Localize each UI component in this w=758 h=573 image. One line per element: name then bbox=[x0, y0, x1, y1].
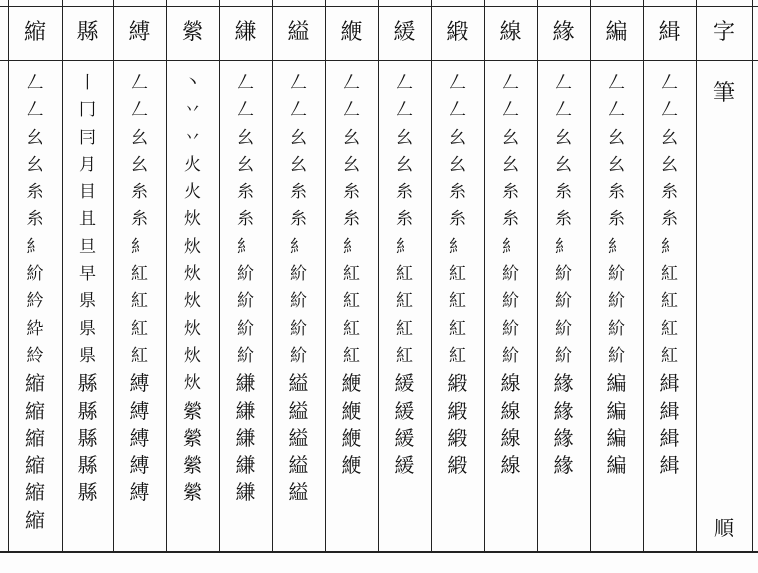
stroke-step: 糹 bbox=[396, 236, 413, 257]
stroke-step: 糸 bbox=[555, 182, 572, 203]
stroke-step: 紒 bbox=[290, 345, 307, 366]
stroke-step: 緩 bbox=[394, 453, 415, 478]
stroke-step: 縊 bbox=[288, 425, 309, 450]
stroke-step: 糸 bbox=[290, 182, 307, 203]
stroke-step: 編 bbox=[606, 398, 627, 423]
side-label-top: 筆 bbox=[712, 81, 735, 106]
stroke-step: 𠃋 bbox=[26, 100, 44, 121]
stroke-step: 編 bbox=[606, 453, 627, 478]
stroke-step: 紒 bbox=[555, 345, 572, 366]
stroke-step: 𠃋 bbox=[555, 73, 572, 93]
column-divider bbox=[696, 0, 697, 553]
column-divider bbox=[752, 0, 753, 553]
stroke-step-list bbox=[166, 70, 219, 507]
stroke-step: 且 bbox=[79, 209, 96, 230]
stroke-step: 幺 bbox=[237, 154, 254, 175]
stroke-step: 𠃋 bbox=[343, 100, 360, 121]
stroke-step: 緞 bbox=[447, 371, 468, 396]
stroke-step: 𠃋 bbox=[608, 73, 625, 93]
stroke-step: 𠃋 bbox=[26, 73, 44, 93]
stroke-step: 線 bbox=[500, 453, 521, 478]
stroke-step-list bbox=[484, 70, 537, 479]
column-character: 縑 bbox=[234, 20, 257, 45]
stroke-step: 緞 bbox=[447, 425, 468, 450]
stroke-step: 炏 bbox=[184, 236, 201, 257]
stroke-step: 𠃋 bbox=[343, 73, 360, 93]
stroke-step: 𠃋 bbox=[502, 100, 519, 121]
column-divider bbox=[219, 0, 220, 553]
stroke-step: 縮 bbox=[25, 453, 45, 478]
stroke-step: 紅 bbox=[131, 345, 148, 366]
stroke-step: 糸 bbox=[555, 209, 572, 230]
stroke-step: 紒 bbox=[237, 291, 254, 312]
stroke-step: 幺 bbox=[555, 127, 572, 148]
stroke-step: 縊 bbox=[288, 398, 309, 423]
character-column bbox=[325, 0, 378, 553]
stroke-step: 火 bbox=[184, 154, 201, 175]
stroke-step: 紒 bbox=[502, 318, 519, 339]
stroke-step: 紅 bbox=[343, 264, 360, 285]
stroke-step: 糸 bbox=[449, 209, 466, 230]
stroke-step: 紟 bbox=[26, 291, 44, 312]
stroke-step: 𠃋 bbox=[290, 73, 307, 93]
character-column bbox=[8, 0, 62, 553]
stroke-step: 糸 bbox=[343, 209, 360, 230]
stroke-step: 紒 bbox=[290, 318, 307, 339]
stroke-step: 幺 bbox=[26, 127, 44, 148]
label-column bbox=[696, 0, 752, 553]
column-divider bbox=[378, 0, 379, 553]
stroke-step: 炏 bbox=[184, 373, 201, 394]
stroke-step: 月 bbox=[79, 154, 96, 175]
character-column bbox=[113, 0, 166, 553]
column-character: 縛 bbox=[128, 20, 151, 45]
stroke-step: 糸 bbox=[661, 182, 678, 203]
stroke-step: 丶 bbox=[184, 73, 201, 93]
stroke-step: 縊 bbox=[288, 480, 309, 505]
stroke-step: 紅 bbox=[449, 264, 466, 285]
stroke-step: 幺 bbox=[343, 154, 360, 175]
stroke-step: 線 bbox=[500, 371, 521, 396]
stroke-step: 丷 bbox=[184, 127, 201, 148]
column-divider bbox=[325, 0, 326, 553]
side-label-bottom: 順 bbox=[714, 516, 734, 540]
stroke-step: 緞 bbox=[447, 453, 468, 478]
stroke-step: 幺 bbox=[343, 127, 360, 148]
stroke-step: 緶 bbox=[341, 371, 362, 396]
stroke-step: 幺 bbox=[449, 127, 466, 148]
column-character: 縈 bbox=[181, 20, 204, 45]
stroke-step: 冂 bbox=[79, 100, 96, 121]
stroke-step: 紅 bbox=[449, 291, 466, 312]
character-column bbox=[431, 0, 484, 553]
stroke-step: 縛 bbox=[129, 453, 150, 478]
character-column bbox=[166, 0, 219, 553]
column-character: 緞 bbox=[446, 20, 469, 45]
column-character: 編 bbox=[605, 20, 628, 45]
stroke-step: 丨 bbox=[79, 73, 96, 93]
stroke-step: 紒 bbox=[502, 264, 519, 285]
stroke-step: 炏 bbox=[184, 264, 201, 285]
stroke-step: 縛 bbox=[129, 398, 150, 423]
column-character: 緩 bbox=[393, 20, 416, 45]
stroke-step: 早 bbox=[79, 264, 96, 285]
stroke-step: 紣 bbox=[26, 318, 44, 339]
stroke-step-list bbox=[8, 70, 62, 534]
stroke-step: 糸 bbox=[502, 209, 519, 230]
stroke-step: 冃 bbox=[79, 127, 96, 148]
stroke-step: 緶 bbox=[341, 425, 362, 450]
stroke-step: 緣 bbox=[553, 371, 574, 396]
stroke-step: 𠃋 bbox=[608, 100, 625, 121]
character-column bbox=[484, 0, 537, 553]
stroke-step: 縛 bbox=[129, 480, 150, 505]
stroke-step: 糸 bbox=[131, 209, 148, 230]
character-column bbox=[537, 0, 590, 553]
character-column bbox=[643, 0, 696, 553]
stroke-step: 紒 bbox=[608, 318, 625, 339]
stroke-step: 県 bbox=[79, 345, 96, 366]
column-divider bbox=[431, 0, 432, 553]
column-character: 縮 bbox=[23, 20, 46, 45]
stroke-step: 𠃋 bbox=[449, 73, 466, 93]
stroke-step: 幺 bbox=[290, 154, 307, 175]
stroke-step: 糹 bbox=[131, 236, 148, 257]
stroke-step: 幺 bbox=[608, 127, 625, 148]
stroke-step: 縑 bbox=[235, 453, 256, 478]
stroke-step-list bbox=[272, 70, 325, 507]
stroke-step: 幺 bbox=[502, 127, 519, 148]
column-divider bbox=[643, 0, 644, 553]
stroke-step: 緝 bbox=[659, 453, 680, 478]
stroke-step: 縛 bbox=[129, 371, 150, 396]
stroke-step: 紅 bbox=[131, 264, 148, 285]
column-divider bbox=[166, 0, 167, 553]
stroke-step: 紒 bbox=[555, 291, 572, 312]
stroke-step: 炏 bbox=[184, 345, 201, 366]
stroke-step: 県 bbox=[79, 318, 96, 339]
stroke-step: 𠃋 bbox=[290, 100, 307, 121]
stroke-step: 縛 bbox=[129, 425, 150, 450]
stroke-step: 糹 bbox=[290, 236, 307, 257]
stroke-step: 𠃋 bbox=[237, 73, 254, 93]
stroke-step: 幺 bbox=[396, 127, 413, 148]
stroke-step: 幺 bbox=[131, 154, 148, 175]
column-character: 縣 bbox=[76, 20, 99, 45]
stroke-step: 線 bbox=[500, 425, 521, 450]
stroke-step: 糹 bbox=[26, 236, 44, 257]
column-divider bbox=[8, 0, 9, 553]
stroke-step-list bbox=[113, 70, 166, 507]
character-column bbox=[62, 0, 113, 553]
stroke-step: 紒 bbox=[26, 264, 44, 285]
stroke-step: 緩 bbox=[394, 371, 415, 396]
stroke-step: 糸 bbox=[608, 182, 625, 203]
stroke-step: 𠃋 bbox=[449, 100, 466, 121]
character-column bbox=[219, 0, 272, 553]
column-divider bbox=[484, 0, 485, 553]
stroke-step: 縊 bbox=[288, 453, 309, 478]
stroke-step: 緩 bbox=[394, 398, 415, 423]
column-character: 線 bbox=[499, 20, 522, 45]
stroke-step: 緶 bbox=[341, 453, 362, 478]
stroke-step: 編 bbox=[606, 371, 627, 396]
stroke-step: 糸 bbox=[26, 209, 44, 230]
stroke-step: 糸 bbox=[396, 182, 413, 203]
stroke-step: 𠃋 bbox=[555, 100, 572, 121]
stroke-step: 紅 bbox=[396, 264, 413, 285]
stroke-step: 旦 bbox=[79, 236, 96, 257]
column-character: 緣 bbox=[552, 20, 575, 45]
stroke-step: 紅 bbox=[343, 318, 360, 339]
stroke-step: 緣 bbox=[553, 398, 574, 423]
stroke-step: 縈 bbox=[182, 453, 203, 478]
stroke-step: 緣 bbox=[553, 425, 574, 450]
stroke-step: 縣 bbox=[77, 425, 98, 450]
stroke-step: 𠃋 bbox=[661, 73, 678, 93]
stroke-step: 糸 bbox=[343, 182, 360, 203]
stroke-step: 炏 bbox=[184, 209, 201, 230]
stroke-step: 縣 bbox=[77, 398, 98, 423]
stroke-step: 紒 bbox=[608, 291, 625, 312]
stroke-step: 緝 bbox=[659, 398, 680, 423]
column-character: 緝 bbox=[658, 20, 681, 45]
stroke-step: 縮 bbox=[25, 398, 45, 423]
stroke-step: 幺 bbox=[396, 154, 413, 175]
stroke-step: 緝 bbox=[659, 371, 680, 396]
column-divider bbox=[62, 0, 63, 553]
stroke-step: 縈 bbox=[182, 425, 203, 450]
stroke-step: 丷 bbox=[184, 100, 201, 121]
stroke-step: 糸 bbox=[237, 209, 254, 230]
stroke-step: 糸 bbox=[608, 209, 625, 230]
stroke-step: 紒 bbox=[608, 264, 625, 285]
character-column bbox=[272, 0, 325, 553]
stroke-step: 𠃋 bbox=[237, 100, 254, 121]
column-divider bbox=[113, 0, 114, 553]
stroke-step: 糹 bbox=[449, 236, 466, 257]
stroke-step: 縈 bbox=[182, 398, 203, 423]
stroke-step: 紒 bbox=[502, 291, 519, 312]
stroke-step: 幺 bbox=[290, 127, 307, 148]
stroke-step: 幺 bbox=[502, 154, 519, 175]
stroke-step: 紒 bbox=[290, 291, 307, 312]
stroke-step: 紅 bbox=[661, 345, 678, 366]
column-divider bbox=[272, 0, 273, 553]
stroke-step: 𠃋 bbox=[396, 100, 413, 121]
stroke-step: 紒 bbox=[555, 264, 572, 285]
stroke-step-list bbox=[431, 70, 484, 479]
stroke-step-list bbox=[590, 70, 643, 479]
stroke-step: 緩 bbox=[394, 425, 415, 450]
stroke-step: 糹 bbox=[343, 236, 360, 257]
stroke-step: 糸 bbox=[237, 182, 254, 203]
stroke-step: 縈 bbox=[182, 480, 203, 505]
stroke-step: 幺 bbox=[449, 154, 466, 175]
stroke-step: 紒 bbox=[237, 345, 254, 366]
stroke-step: 糸 bbox=[131, 182, 148, 203]
stroke-step-list bbox=[537, 70, 590, 479]
stroke-step-list bbox=[219, 70, 272, 507]
stroke-step: 紅 bbox=[131, 318, 148, 339]
stroke-step: 糹 bbox=[608, 236, 625, 257]
stroke-step: 𠃋 bbox=[396, 73, 413, 93]
stroke-step-list bbox=[62, 70, 113, 507]
stroke-step: 編 bbox=[606, 425, 627, 450]
stroke-step: 縮 bbox=[25, 371, 45, 396]
stroke-step-list bbox=[378, 70, 431, 479]
stroke-step: 糸 bbox=[661, 209, 678, 230]
stroke-step: 縣 bbox=[77, 453, 98, 478]
stroke-step: 紅 bbox=[396, 291, 413, 312]
stroke-step: 紅 bbox=[449, 318, 466, 339]
stroke-step: 縣 bbox=[77, 371, 98, 396]
stroke-step: 縮 bbox=[25, 480, 45, 505]
stroke-step: 紅 bbox=[661, 291, 678, 312]
stroke-step: 緣 bbox=[553, 453, 574, 478]
stroke-step: 縮 bbox=[25, 507, 45, 532]
stroke-step: 紷 bbox=[26, 345, 44, 366]
stroke-step: 糹 bbox=[555, 236, 572, 257]
stroke-step: 糸 bbox=[290, 209, 307, 230]
stroke-step: 糸 bbox=[396, 209, 413, 230]
stroke-step: 糹 bbox=[661, 236, 678, 257]
stroke-step: 紅 bbox=[449, 345, 466, 366]
stroke-step: 紅 bbox=[343, 345, 360, 366]
stroke-step: 紅 bbox=[343, 291, 360, 312]
stroke-step: 𠃋 bbox=[131, 73, 148, 93]
stroke-step: 𠃋 bbox=[131, 100, 148, 121]
stroke-step: 紒 bbox=[237, 318, 254, 339]
stroke-step: 縮 bbox=[25, 425, 45, 450]
stroke-step: 縊 bbox=[288, 371, 309, 396]
stroke-step: 幺 bbox=[555, 154, 572, 175]
stroke-step: 緞 bbox=[447, 398, 468, 423]
column-character: 緶 bbox=[340, 20, 363, 45]
stroke-step: 幺 bbox=[26, 154, 44, 175]
stroke-step: 縑 bbox=[235, 398, 256, 423]
stroke-step: 𠃋 bbox=[661, 100, 678, 121]
stroke-step: 紅 bbox=[131, 291, 148, 312]
stroke-step: 紒 bbox=[502, 345, 519, 366]
stroke-step: 𠃋 bbox=[502, 73, 519, 93]
stroke-step: 紒 bbox=[555, 318, 572, 339]
stroke-step: 線 bbox=[500, 398, 521, 423]
stroke-step: 幺 bbox=[131, 127, 148, 148]
stroke-step: 糸 bbox=[449, 182, 466, 203]
stroke-step: 目 bbox=[79, 182, 96, 203]
column-divider bbox=[537, 0, 538, 553]
stroke-step: 糹 bbox=[237, 236, 254, 257]
stroke-step: 糸 bbox=[26, 182, 44, 203]
stroke-step: 緶 bbox=[341, 398, 362, 423]
stroke-step: 県 bbox=[79, 291, 96, 312]
stroke-step: 幺 bbox=[608, 154, 625, 175]
header-label: 字 bbox=[712, 20, 735, 45]
stroke-step: 紅 bbox=[661, 264, 678, 285]
stroke-step: 縑 bbox=[235, 480, 256, 505]
stroke-step: 糸 bbox=[502, 182, 519, 203]
stroke-step: 紅 bbox=[661, 318, 678, 339]
stroke-step: 糹 bbox=[502, 236, 519, 257]
stroke-step: 紒 bbox=[237, 264, 254, 285]
stroke-step: 縑 bbox=[235, 425, 256, 450]
character-column bbox=[378, 0, 431, 553]
stroke-step: 縣 bbox=[77, 480, 98, 505]
stroke-step: 紒 bbox=[290, 264, 307, 285]
stroke-step: 紒 bbox=[608, 345, 625, 366]
stroke-step-list bbox=[325, 70, 378, 479]
character-column bbox=[590, 0, 643, 553]
stroke-step: 幺 bbox=[661, 127, 678, 148]
stroke-step-list bbox=[643, 70, 696, 479]
stroke-step: 縑 bbox=[235, 371, 256, 396]
stroke-step: 緝 bbox=[659, 425, 680, 450]
stroke-step: 幺 bbox=[661, 154, 678, 175]
stroke-step: 幺 bbox=[237, 127, 254, 148]
stroke-step: 炏 bbox=[184, 291, 201, 312]
stroke-step: 紅 bbox=[396, 318, 413, 339]
column-character: 縊 bbox=[287, 20, 310, 45]
column-divider bbox=[590, 0, 591, 553]
stroke-step: 炏 bbox=[184, 318, 201, 339]
stroke-step: 火 bbox=[184, 182, 201, 203]
stroke-step: 紅 bbox=[396, 345, 413, 366]
